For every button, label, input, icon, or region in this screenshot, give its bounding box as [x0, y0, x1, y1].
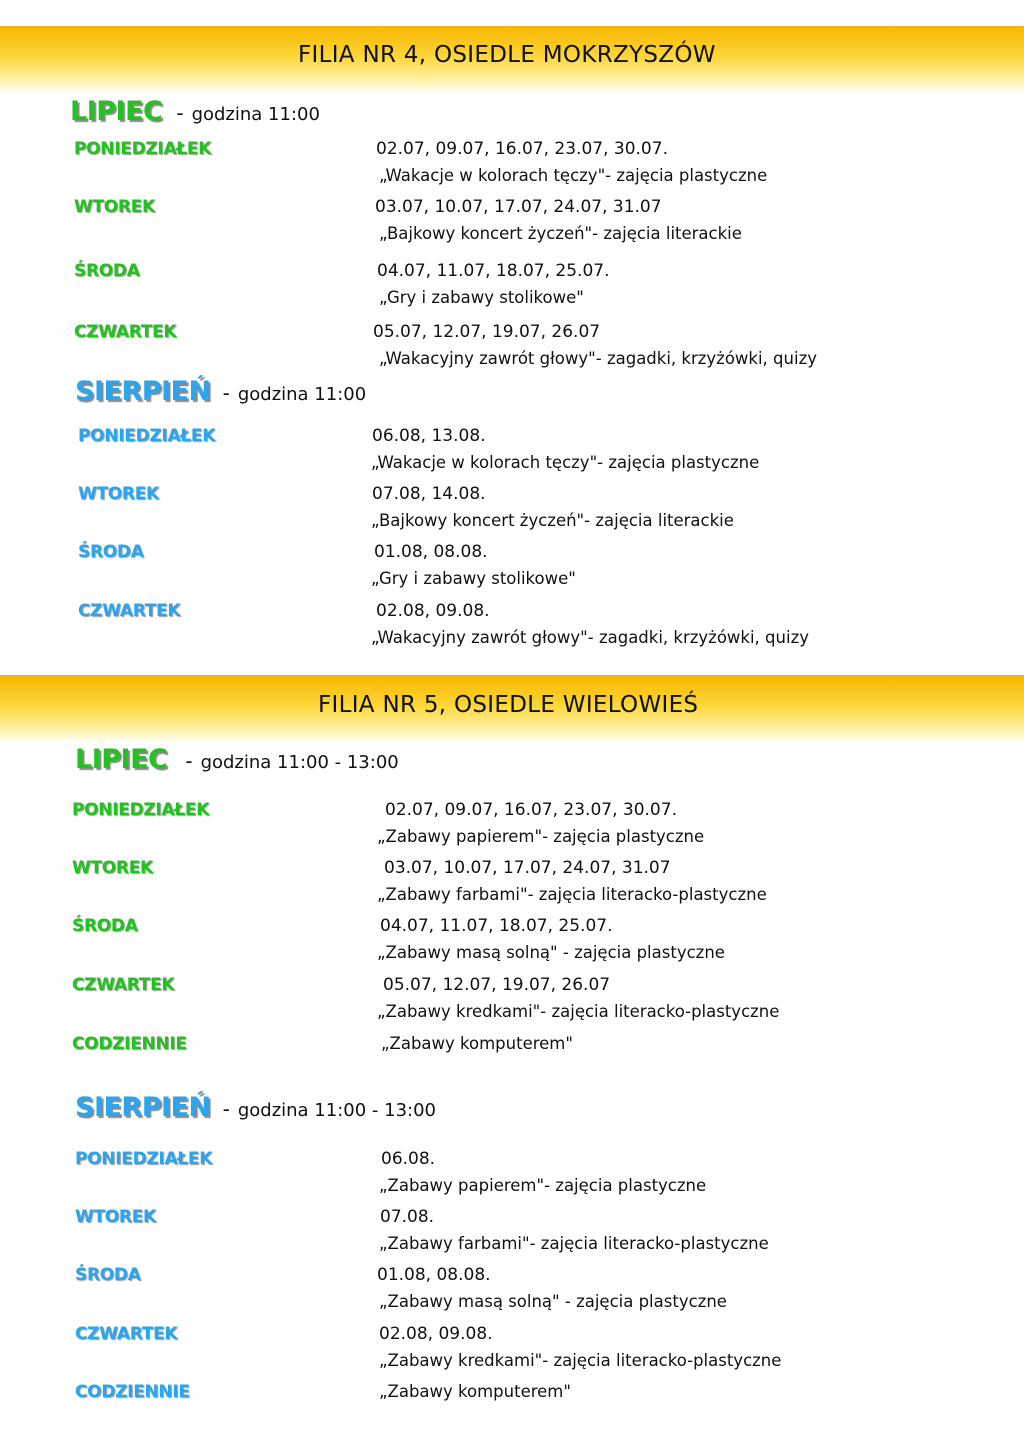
month-hour: godzina 11:00	[237, 384, 367, 405]
dates: 04.07, 11.07, 18.07, 25.07.	[377, 261, 610, 281]
activity-description: „Zabawy papierem"- zajęcia plastyczne	[379, 1176, 707, 1195]
dates: 03.07, 10.07, 17.07, 24.07, 31.07	[384, 858, 671, 878]
dates: 02.08, 09.08.	[376, 601, 490, 621]
activity-description: „Zabawy masą solną" - zajęcia plastyczne	[377, 943, 725, 962]
day-label: PONIEDZIAŁEK	[75, 1149, 213, 1169]
section-title-filia-4: FILIA NR 4, OSIEDLE MOKRZYSZÓW	[298, 42, 716, 68]
month-name: LIPIEC	[75, 744, 168, 775]
day-label: PONIEDZIAŁEK	[78, 426, 216, 446]
dates: 06.08, 13.08.	[372, 426, 486, 446]
activity-description: „Bajkowy koncert życzeń"- zajęcia literackie	[371, 511, 734, 530]
activity-description: „Zabawy komputerem"	[381, 1034, 573, 1053]
month-dash: -	[185, 749, 193, 773]
dates: 07.08, 14.08.	[372, 484, 486, 504]
day-label: ŚRODA	[78, 542, 144, 562]
activity-description: „Zabawy papierem"- zajęcia plastyczne	[377, 827, 705, 846]
month-name: LIPIEC	[70, 96, 163, 127]
activity-description: „Wakacje w kolorach tęczy"- zajęcia plastyczne	[371, 453, 760, 472]
day-label: CZWARTEK	[75, 1324, 178, 1344]
month-dash: -	[176, 101, 184, 125]
day-label: WTOREK	[75, 1207, 156, 1227]
day-label: WTOREK	[72, 858, 153, 878]
day-label: CZWARTEK	[72, 975, 175, 995]
month-hour: godzina 11:00 - 13:00	[237, 1100, 436, 1121]
activity-description: „Zabawy kredkami"- zajęcia literacko-plastyczne	[379, 1351, 782, 1370]
activity-description: „Zabawy masą solną" - zajęcia plastyczne	[379, 1292, 727, 1311]
activity-description: „Wakacyjny zawrót głowy"- zagadki, krzyżówki, quizy	[371, 628, 809, 647]
dates: 06.08.	[381, 1149, 436, 1169]
month-hour: godzina 11:00 - 13:00	[200, 752, 399, 773]
dates: 02.07, 09.07, 16.07, 23.07, 30.07.	[385, 800, 677, 820]
dates: 01.08, 08.08.	[377, 1265, 491, 1285]
day-label: PONIEDZIAŁEK	[72, 800, 210, 820]
month-header-sierpien-f5	[75, 1092, 436, 1123]
dates: 04.07, 11.07, 18.07, 25.07.	[380, 916, 613, 936]
day-label: CZWARTEK	[78, 601, 181, 621]
month-dash: -	[222, 381, 230, 405]
dates: 01.08, 08.08.	[374, 542, 488, 562]
month-dash: -	[222, 1097, 230, 1121]
dates: 05.07, 12.07, 19.07, 26.07	[383, 975, 611, 995]
activity-description: „Bajkowy koncert życzeń"- zajęcia literackie	[379, 224, 742, 243]
month-header-lipiec-f5	[75, 744, 399, 775]
month-name: SIERPIEŃ	[75, 376, 211, 407]
month-header-lipiec-f4	[70, 96, 320, 127]
activity-description: „Zabawy farbami"- zajęcia literacko-plastyczne	[377, 885, 767, 904]
day-label: CODZIENNIE	[72, 1034, 187, 1054]
day-label: ŚRODA	[74, 261, 140, 281]
month-header-sierpien-f4	[75, 376, 366, 407]
dates: 02.08, 09.08.	[379, 1324, 493, 1344]
month-hour: godzina 11:00	[191, 104, 320, 125]
dates: 02.07, 09.07, 16.07, 23.07, 30.07.	[376, 139, 668, 159]
activity-description: „Zabawy kredkami"- zajęcia literacko-plastyczne	[377, 1002, 780, 1021]
activity-description: „Zabawy komputerem"	[379, 1382, 571, 1401]
activity-description: „Gry i zabawy stolikowe"	[379, 288, 584, 307]
dates: 05.07, 12.07, 19.07, 26.07	[373, 322, 601, 342]
day-label: ŚRODA	[75, 1265, 141, 1285]
day-label: ŚRODA	[72, 916, 138, 936]
day-label: PONIEDZIAŁEK	[74, 139, 212, 159]
activity-description: „Wakacje w kolorach tęczy"- zajęcia plastyczne	[379, 166, 768, 185]
activity-description: „Zabawy farbami"- zajęcia literacko-plastyczne	[379, 1234, 769, 1253]
day-label: WTOREK	[78, 484, 159, 504]
day-label: WTOREK	[74, 197, 155, 217]
dates: 03.07, 10.07, 17.07, 24.07, 31.07	[375, 197, 662, 217]
day-label: CZWARTEK	[74, 322, 177, 342]
month-name: SIERPIEŃ	[75, 1092, 211, 1123]
day-label: CODZIENNIE	[75, 1382, 190, 1402]
activity-description: „Gry i zabawy stolikowe"	[371, 569, 576, 588]
activity-description: „Wakacyjny zawrót głowy"- zagadki, krzyżówki, quizy	[379, 349, 817, 368]
section-title-filia-5: FILIA NR 5, OSIEDLE WIELOWIEŚ	[318, 692, 699, 718]
dates: 07.08.	[380, 1207, 435, 1227]
